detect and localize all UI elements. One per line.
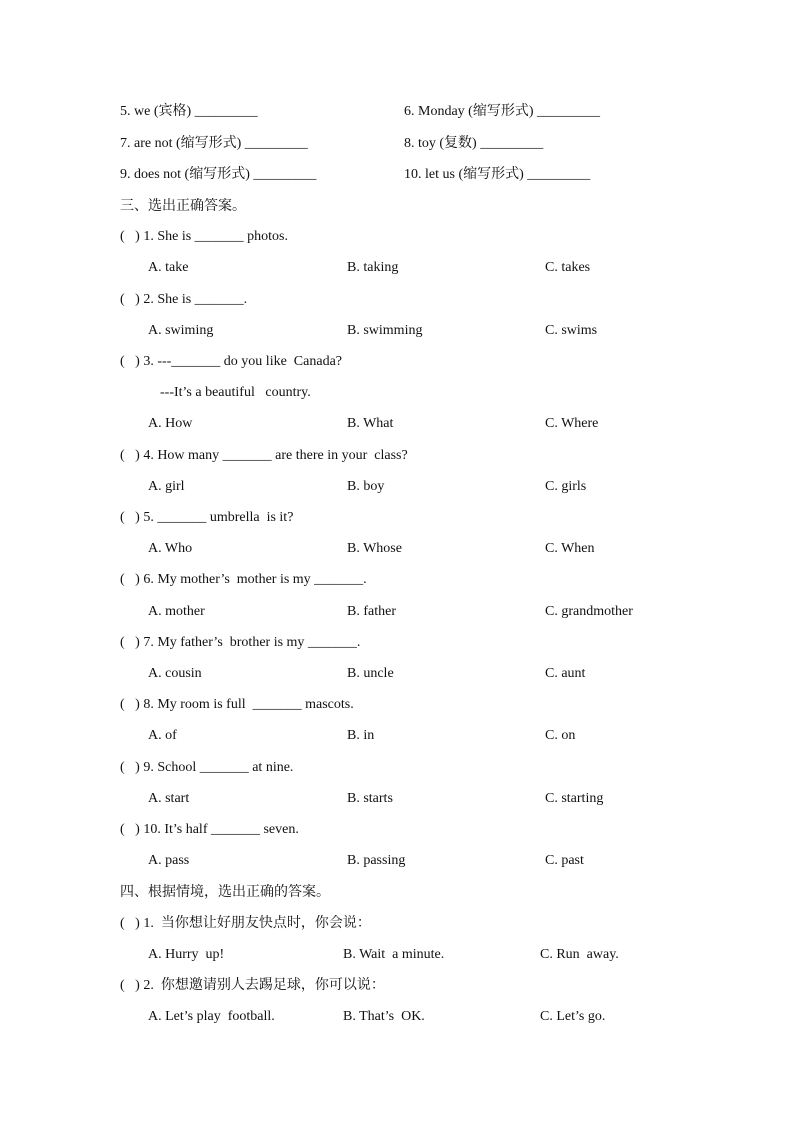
option-b: B. taking [347,260,399,275]
question-stem: ( ) 6. My mother’s mother is my _______. [120,572,367,587]
question-stem: ( ) 7. My father’s brother is my _______. [120,635,361,650]
option-c: C. on [545,728,576,743]
option-b: B. What [347,416,394,431]
question-stem: ( ) 3. ---_______ do you like Canada? [120,354,342,369]
option-b: B. uncle [347,666,394,681]
option-b: B. starts [347,791,393,806]
word-form-item: 6. Monday (缩写形式) _________ [404,104,600,119]
option-a: A. start [148,791,190,806]
option-c: C. When [545,541,595,556]
question-stem: ( ) 1. 当你想让好朋友快点时，你会说： [120,916,371,931]
option-a: A. Who [148,541,193,556]
option-c: C. grandmother [545,604,633,619]
option-a: A. mother [148,604,205,619]
option-c: C. starting [545,791,604,806]
option-a: A. How [148,416,193,431]
option-c: C. Run away. [540,947,619,962]
option-a: A. take [148,260,189,275]
option-a: A. pass [148,853,190,868]
option-b: B. passing [347,853,406,868]
word-form-item: 7. are not (缩写形式) _________ [120,136,308,151]
question-stem: ( ) 2. 你想邀请别人去踢足球，你可以说： [120,978,385,993]
option-c: C. Let’s go. [540,1009,606,1024]
question-stem: ( ) 5. _______ umbrella is it? [120,510,294,525]
option-a: A. Hurry up! [148,947,225,962]
question-stem: ( ) 1. She is _______ photos. [120,229,288,244]
option-b: B. Whose [347,541,402,556]
question-stem: ( ) 10. It’s half _______ seven. [120,822,299,837]
word-form-item: 9. does not (缩写形式) _________ [120,167,317,182]
section-3-title: 三、选出正确答案。 [120,198,246,214]
word-form-item: 5. we (宾格) _________ [120,104,258,119]
option-c: C. Where [545,416,599,431]
option-b: B. That’s OK. [343,1009,425,1024]
option-a: A. swiming [148,323,214,338]
option-c: C. swims [545,323,598,338]
option-a: A. of [148,728,177,743]
option-c: C. takes [545,260,591,275]
option-a: A. girl [148,479,185,494]
option-a: A. cousin [148,666,202,681]
option-a: A. Let’s play football. [148,1009,275,1024]
option-c: C. past [545,853,584,868]
word-form-item: 10. let us (缩写形式) _________ [404,167,591,182]
word-form-item: 8. toy (复数) _________ [404,136,544,151]
question-stem: ( ) 4. How many _______ are there in your class? [120,448,408,463]
question-dialog-line: ---It’s a beautiful country. [160,385,311,400]
option-b: B. boy [347,479,385,494]
section-4-title: 四、根据情境，选出正确的答案。 [120,884,330,900]
option-b: B. Wait a minute. [343,947,445,962]
option-c: C. aunt [545,666,586,681]
option-c: C. girls [545,479,587,494]
option-b: B. swimming [347,323,423,338]
question-stem: ( ) 9. School _______ at nine. [120,760,294,775]
option-b: B. father [347,604,396,619]
question-stem: ( ) 2. She is _______. [120,292,248,307]
option-b: B. in [347,728,375,743]
question-stem: ( ) 8. My room is full _______ mascots. [120,697,354,712]
